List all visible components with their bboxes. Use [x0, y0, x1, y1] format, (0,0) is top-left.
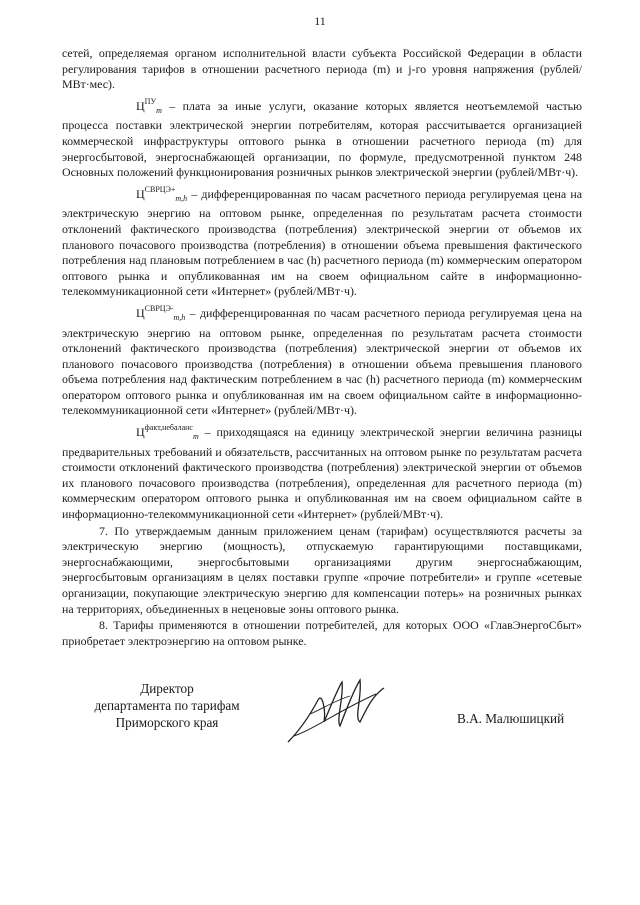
- symbol-price-imbalance: $Ц^{факт,небаланс}_m$: [136, 423, 199, 442]
- paragraph-item-7: 7. По утверждаемым данным приложением ценам (тарифам) осуществляются расчеты за электрическую энергию (мощность), отпускаемую гарантирующими поставщиками, энергоснабжающими, энергосбытовыми организациями другим энергоснабжающим, энергосбытовым организациям в целях поставки группе «прочие потребители» и группе «сетевые организации, покупающие электрическую энергию для компенсации потерь» на розничных рынках на территориях, объединенных в неценовые зоны оптового рынка.: [62, 523, 582, 616]
- page-number: 11: [314, 14, 326, 28]
- handwritten-signature: [280, 670, 390, 750]
- symbol-price-pu: $Ц^{ПУ}_m$: [136, 96, 162, 115]
- paragraph-other-services: $Ц^{ПУ}_m$ – плата за иные услуги, оказание которых является неотъемлемой частью процесса поставки электрической энергии потребителям, которая рассчитывается организацией коммерческой инфраструктуры оптового рынка в отношении расчетного периода (m) для энергосбытовой, энергоснабжающей организации, по формуле, предусмотренной пунктом 248 Основных положений функционирования розничных рынков электрической энергии (рублей/МВт·ч).: [62, 94, 582, 181]
- paragraph-svrce-plus: $Ц^{СВРЦЭ+}_{m,h}$ – дифференцированная по часам расчетного периода регулируемая цена на электрическую энергию на оптовом рынке, определенная по результатам расчета стоимости отклонений фактического производства (потребления) электрической энергии от объемов их планового почасового производства (потребления) в отношении объема превышения фактического потребления над плановым потреблением в час (h) расчетного периода (m) коммерческим оператором оптового рынка и опубликованная им на своем официальном сайте в информационно-телекоммуникационной сети «Интернет» (рублей/МВт·ч).: [62, 182, 582, 300]
- signatory-name: В.А. Малюшицкий: [457, 711, 565, 726]
- paragraph-svrce-minus: $Ц^{СВРЦЭ-}_{m,h}$ – дифференцированная по часам расчетного периода регулируемая цена на электрическую энергию на оптовом рынке, определенная по результатам расчета стоимости отклонений фактического производства (потребления) электрической энергии от объемов их планового почасового производства (потребления) в отношении объема превышения планового объема потребления над фактическим потреблением в час (h) расчетного периода (m) коммерческим оператором оптового рынка и опубликованная им на своем официальном сайте в информационно-телекоммуникационной сети «Интернет» (рублей/МВт·ч).: [62, 301, 582, 419]
- symbol-price-svrce-minus: $Ц^{СВРЦЭ-}_{m,h}$: [136, 303, 186, 322]
- signature-block: [0, 680, 640, 770]
- paragraph-item-8: 8. Тарифы применяются в отношении потребителей, для которых ООО «ГлавЭнергоСбыт» приобретает электроэнергию на оптовом рынке.: [62, 618, 582, 648]
- document-body: [62, 46, 582, 650]
- paragraph-imbalance: $Ц^{факт,небаланс}_m$ – приходящаяся на единицу электрической энергии величина разницы предварительных требований и обязательств, рассчитанных на оптовом рынке по результатам расчета стоимости отклонений фактического производства (потребления) электрической энергии от объемов их планового почасового производства (потребления), определенная для расчетного периода (m) коммерческим оператором оптового рынка и опубликованная им на своем официальном сайте в информационно-телекоммуникационной сети «Интернет» (рублей/МВт·ч).: [62, 420, 582, 523]
- paragraph-networks: сетей, определяемая органом исполнительной власти субъекта Российской Федерации в области регулирования тарифов в отношении расчетного периода (m) и j-го уровня напряжения (рублей/МВт·мес).: [62, 46, 582, 92]
- symbol-price-svrce-plus: $Ц^{СВРЦЭ+}_{m,h}$: [136, 184, 188, 203]
- signatory-title: Директор департамента по тарифам Приморского края: [94, 681, 240, 730]
